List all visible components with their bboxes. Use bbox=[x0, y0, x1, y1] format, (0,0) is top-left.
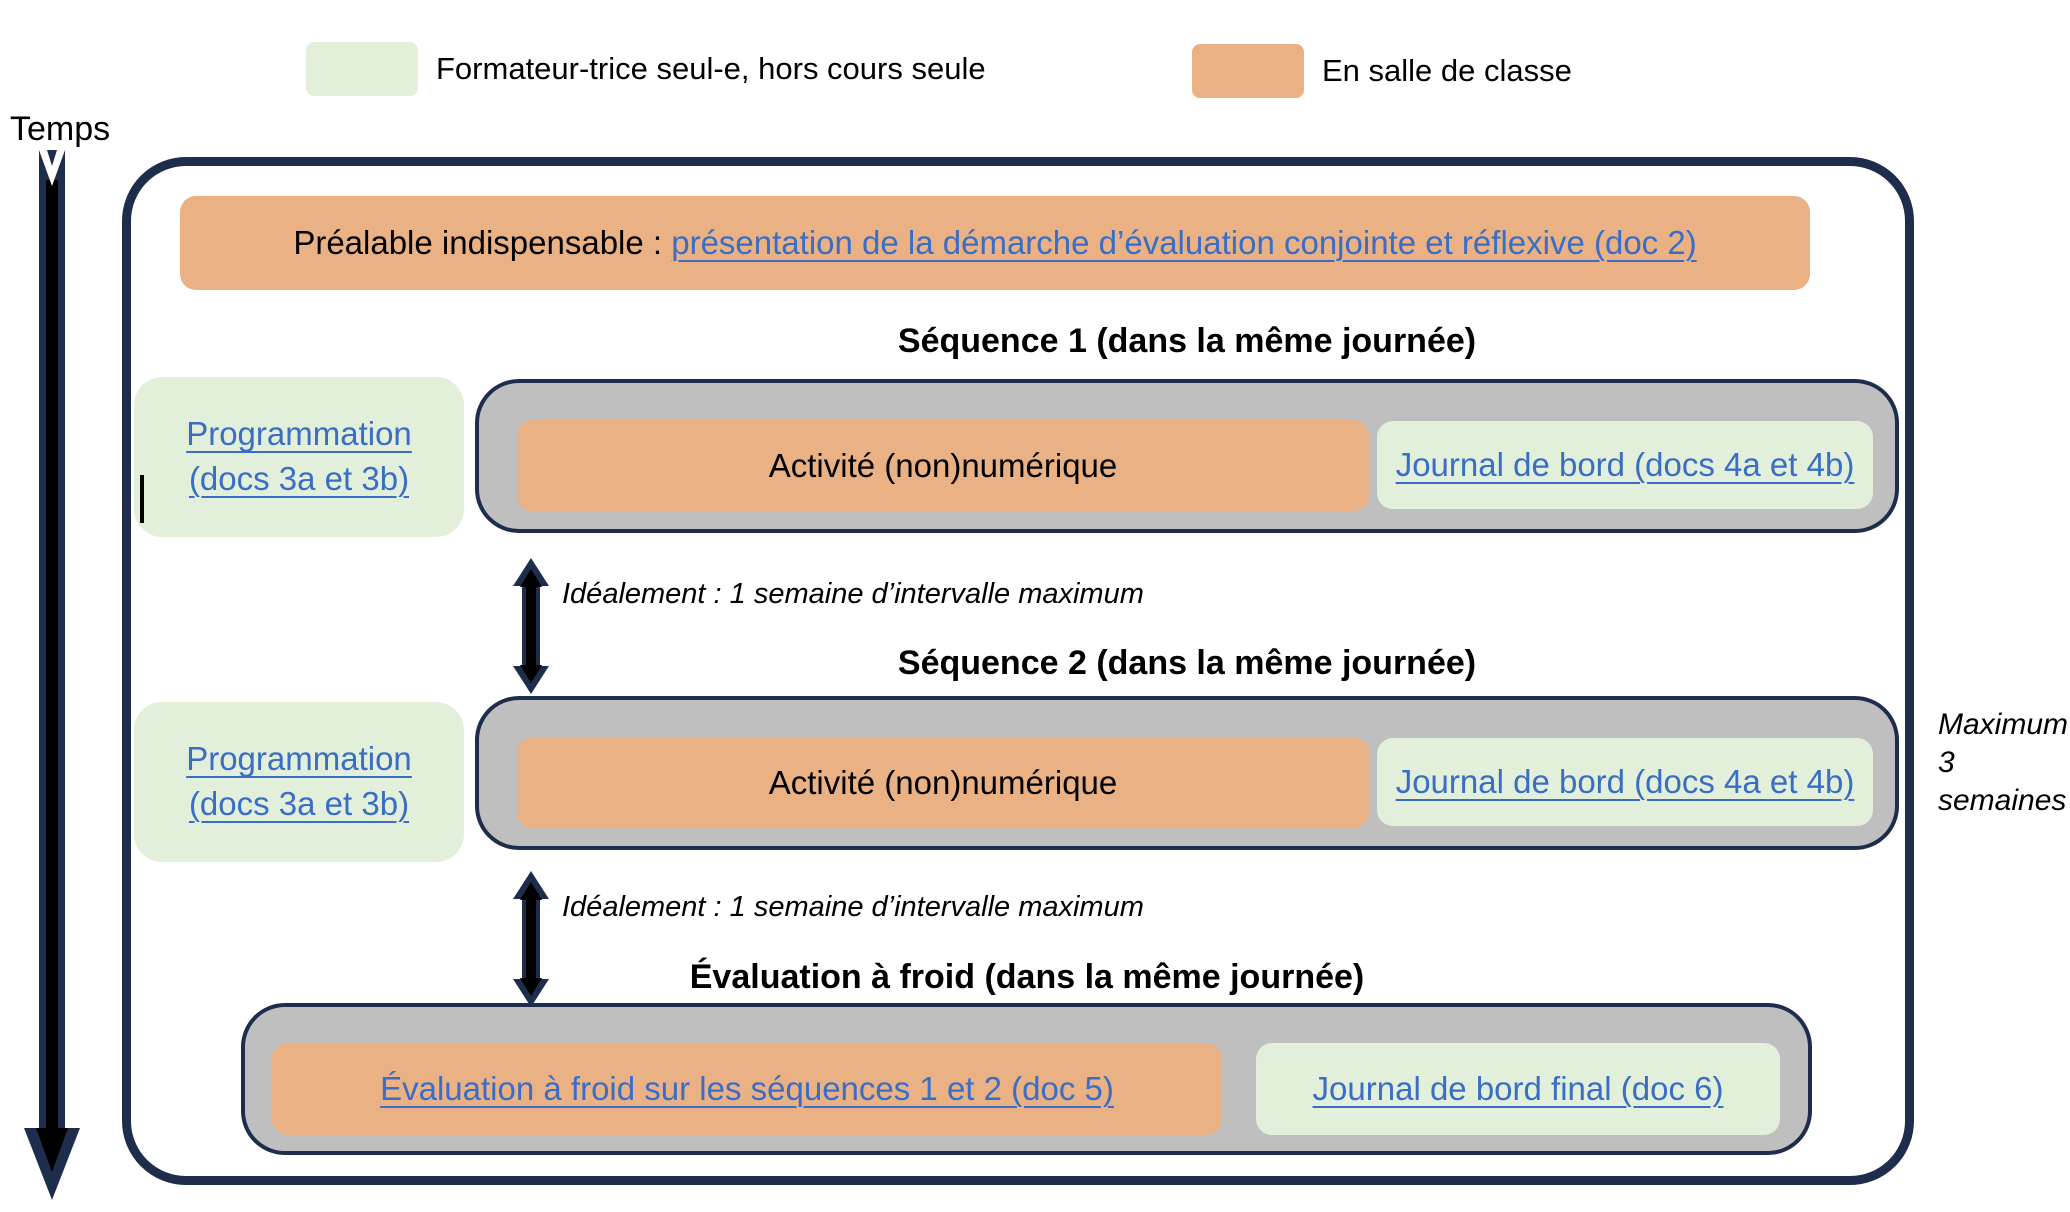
time-axis-arrow-icon bbox=[0, 150, 104, 1208]
activity-box-1 bbox=[517, 420, 1369, 511]
preamble-doc2-link[interactable]: présentation de la démarche d’évaluation conjointe et réflexive (doc 2) bbox=[671, 224, 1697, 261]
journal-link-2[interactable]: Journal de bord (docs 4a et 4b) bbox=[1395, 763, 1855, 800]
evaluation-box bbox=[272, 1043, 1222, 1135]
programmation-link-2[interactable]: Programmation (docs 3a et 3b) bbox=[186, 740, 412, 822]
legend-item-solo bbox=[306, 42, 986, 96]
programmation-link-1[interactable]: Programmation (docs 3a et 3b) bbox=[186, 415, 412, 497]
programmation-box-1 bbox=[134, 377, 464, 537]
interval-label-2: Idéalement : 1 semaine d’intervalle maximum bbox=[562, 891, 1144, 923]
evaluation-doc5-link[interactable]: Évaluation à froid sur les séquences 1 et 2 (doc 5) bbox=[380, 1070, 1114, 1107]
preamble-box bbox=[180, 196, 1810, 290]
activity-label-1: Activité (non)numérique bbox=[768, 446, 1118, 484]
legend-swatch-green bbox=[306, 42, 418, 96]
journal-box-2 bbox=[1377, 738, 1873, 826]
legend-label-classroom: En salle de classe bbox=[1322, 53, 1572, 88]
legend-label-solo: Formateur-trice seul-e, hors cours seule bbox=[436, 51, 986, 86]
sequence2-title: Séquence 2 (dans la même journée) bbox=[897, 644, 1477, 682]
activity-label-2: Activité (non)numérique bbox=[768, 763, 1118, 801]
legend-item-classroom bbox=[1192, 44, 1572, 98]
journal-final-doc6-link[interactable]: Journal de bord final (doc 6) bbox=[1312, 1070, 1724, 1107]
journal-link-1[interactable]: Journal de bord (docs 4a et 4b) bbox=[1395, 446, 1855, 483]
interval-label-1: Idéalement : 1 semaine d’intervalle maximum bbox=[562, 578, 1144, 610]
journal-final-box bbox=[1256, 1043, 1780, 1135]
side-note: Maximum 3 semaines bbox=[1938, 708, 2069, 817]
evaluation-title: Évaluation à froid (dans la même journée) bbox=[689, 958, 1365, 996]
journal-box-1 bbox=[1377, 421, 1873, 509]
preamble-prefix: Préalable indispensable : bbox=[293, 224, 672, 261]
text-cursor bbox=[140, 475, 144, 523]
legend-swatch-orange bbox=[1192, 44, 1304, 98]
programmation-box-2 bbox=[134, 702, 464, 862]
sequence1-title: Séquence 1 (dans la même journée) bbox=[897, 322, 1477, 360]
activity-box-2 bbox=[517, 737, 1369, 828]
time-axis-label: Temps bbox=[10, 110, 111, 148]
